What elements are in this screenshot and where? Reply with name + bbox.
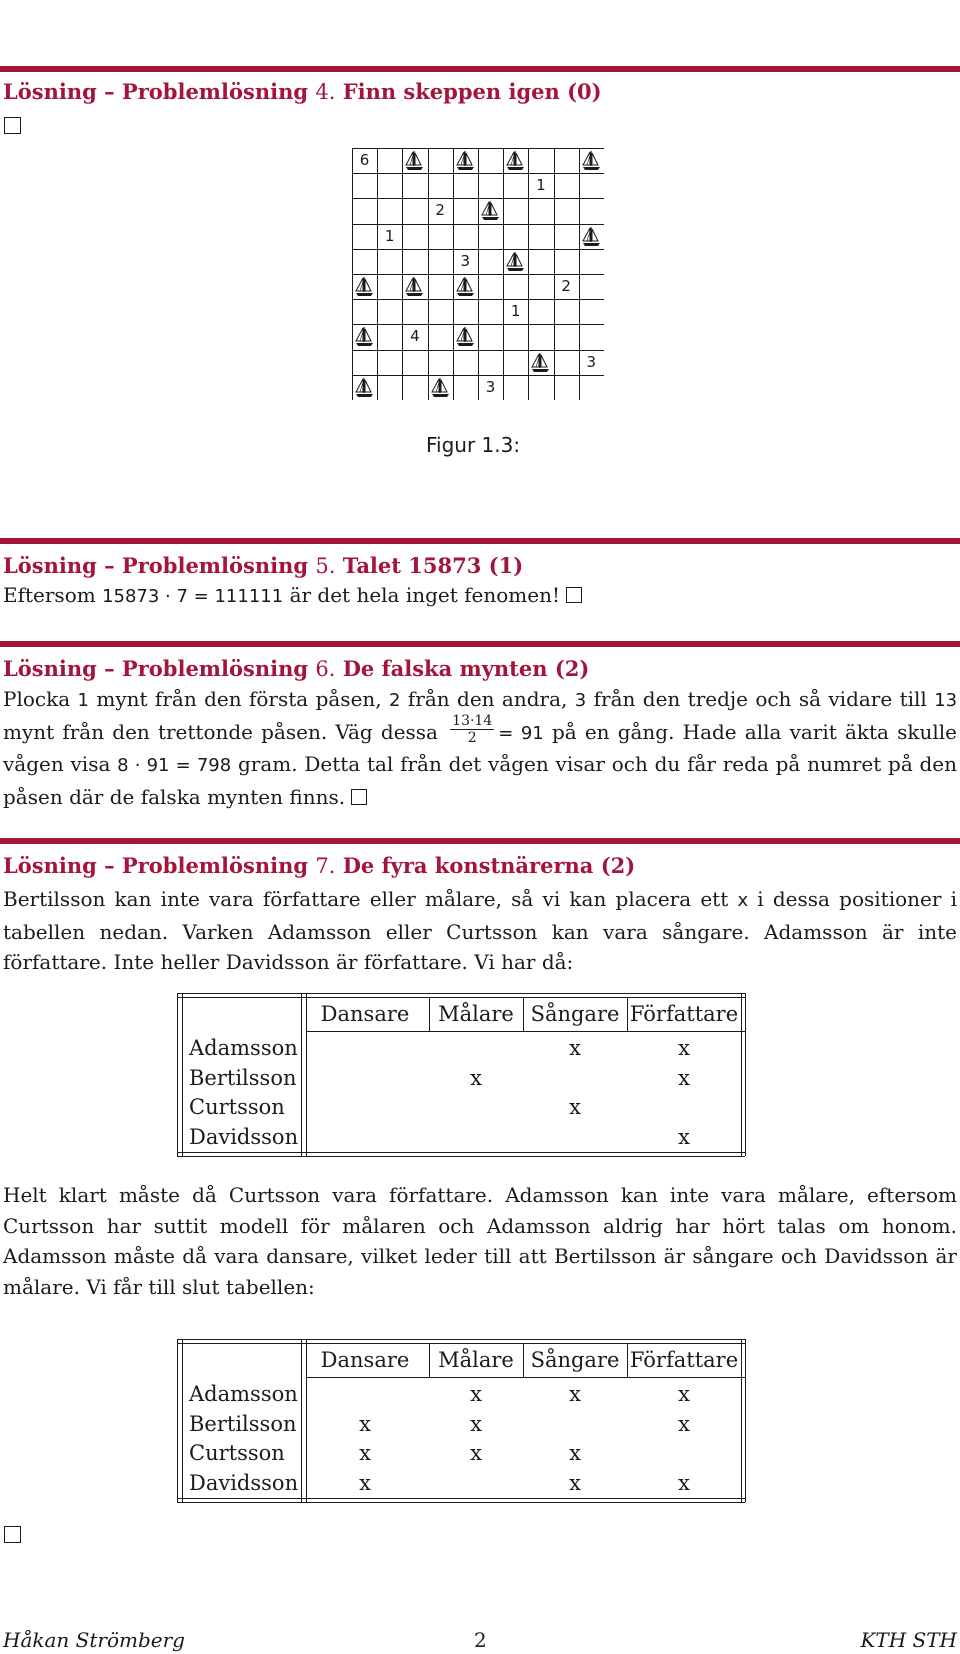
table-border xyxy=(177,1498,745,1499)
qed-box xyxy=(566,587,582,603)
math: = 91 xyxy=(498,722,544,744)
table-final xyxy=(177,1339,781,1502)
table-cell: x xyxy=(569,1382,581,1406)
sailboat-icon xyxy=(453,274,478,299)
table-cell: x xyxy=(569,1036,581,1060)
table-border xyxy=(306,1031,745,1032)
grid-number: 1 xyxy=(384,226,395,245)
table-row-label: Adamsson xyxy=(189,1382,298,1406)
table-cell: x xyxy=(470,1441,482,1465)
table-column-header: Författare xyxy=(629,1002,739,1026)
table-border xyxy=(177,993,178,1156)
heading-title: De falska mynten (2) xyxy=(342,656,590,681)
table-border xyxy=(177,1339,745,1340)
heading-number: 4. xyxy=(315,80,336,104)
table-cell: x xyxy=(470,1065,482,1090)
table-border xyxy=(301,993,302,1156)
heading-number: 7. xyxy=(315,854,336,878)
table-column-header: Dansare xyxy=(320,1348,410,1372)
table-border xyxy=(301,1339,302,1502)
section-6-text xyxy=(3,684,957,812)
table-cell: x xyxy=(678,1124,690,1149)
table-border xyxy=(177,997,745,998)
table-border xyxy=(182,1339,183,1502)
table-border xyxy=(177,993,745,994)
table-cell: x xyxy=(678,1036,690,1060)
sailboat-icon xyxy=(478,198,503,223)
table-cell: x xyxy=(359,1411,371,1436)
heading-title: De fyra konstnärerna (2) xyxy=(342,853,636,878)
text: från den tredje och så vidare till xyxy=(593,687,927,711)
table-border xyxy=(177,1152,745,1153)
table-border xyxy=(745,1339,746,1502)
table-row-label: Curtsson xyxy=(189,1441,285,1465)
section-heading-6 xyxy=(3,656,589,681)
table-row-label: Adamsson xyxy=(189,1036,298,1060)
grid-number: 3 xyxy=(460,251,471,270)
sailboat-icon xyxy=(352,324,377,349)
table-cell: x xyxy=(359,1470,371,1495)
sailboat-icon xyxy=(352,274,377,299)
sailboat-icon xyxy=(402,148,427,173)
sailboat-icon xyxy=(453,148,478,173)
section-heading-5 xyxy=(3,553,523,578)
fraction-denominator: 2 xyxy=(467,729,477,746)
table-border xyxy=(177,1156,745,1157)
section-heading-4 xyxy=(3,79,602,104)
qed-box xyxy=(4,117,21,134)
fraction-numerator: 13·14 xyxy=(452,712,493,729)
text: Eftersom xyxy=(3,583,96,607)
sailboat-icon xyxy=(503,249,528,274)
sailboat-icon xyxy=(428,375,453,400)
heading-label: Lösning – Problemlösning xyxy=(3,656,309,681)
section-rule xyxy=(0,538,960,544)
math: 1 xyxy=(77,690,89,711)
table-border xyxy=(177,1339,178,1502)
qed-box xyxy=(351,789,367,805)
grid-number: 3 xyxy=(586,352,597,371)
table-cell: x xyxy=(569,1095,581,1119)
table-cell: x xyxy=(569,1441,581,1465)
grid-number: 1 xyxy=(536,176,546,195)
table-row-label: Davidsson xyxy=(189,1470,299,1495)
math: 13 xyxy=(934,690,958,711)
table-border xyxy=(177,1502,745,1503)
table-column-header: Målare xyxy=(438,1348,514,1372)
heading-title: Talet 15873 (1) xyxy=(342,553,524,578)
table-column-header: Dansare xyxy=(320,1002,410,1026)
table-row-label: Bertilsson xyxy=(189,1411,297,1436)
text: mynt från den trettonde påsen. Väg dessa xyxy=(3,719,438,744)
heading-label: Lösning – Problemlösning xyxy=(3,79,309,104)
sailboat-icon xyxy=(402,274,427,299)
sailboat-icon xyxy=(453,324,478,349)
math: 8 · 91 = 798 xyxy=(117,755,232,776)
math: 2 xyxy=(389,690,401,711)
table-border xyxy=(177,1343,745,1344)
figure-caption: Figur 1.3: xyxy=(426,433,521,457)
heading-number: 5. xyxy=(315,554,336,578)
table-border xyxy=(306,1377,745,1378)
sailboat-icon xyxy=(352,375,377,400)
section-heading-7 xyxy=(3,853,635,878)
table-cell: x xyxy=(678,1411,690,1436)
grid-number: 4 xyxy=(410,327,420,346)
table-border xyxy=(182,993,183,1156)
table-column-header: Sångare xyxy=(530,1002,620,1026)
table-column-header: Sångare xyxy=(530,1348,620,1372)
text: Plocka xyxy=(3,687,71,711)
heading-label: Lösning – Problemlösning xyxy=(3,553,309,578)
table-row-label: Davidsson xyxy=(189,1124,299,1149)
section-7-intro xyxy=(3,884,957,978)
section-7-middle: Helt klart måste då Curtsson vara författare. Adamsson kan inte vara målare, eftersom Curtsson har suttit modell för målaren och Adamsson aldrig har hört talas om honom. Adamsson måste då vara dansare, vilket leder till att Bertilsson är sångare och Davidsson är målare. Vi får till slut tabellen: xyxy=(3,1183,957,1299)
section-rule xyxy=(0,641,960,647)
table-cell: x xyxy=(470,1382,482,1406)
section-rule xyxy=(0,838,960,844)
text: Bertilsson kan inte vara författare eller målare, så vi kan placera ett xyxy=(3,887,729,911)
heading-title: Finn skeppen igen (0) xyxy=(342,79,602,104)
table-cell: x xyxy=(359,1441,371,1465)
table-cell: x xyxy=(470,1411,482,1436)
sailboat-icon xyxy=(503,148,528,173)
section-rule xyxy=(0,66,960,72)
table-row-label: Curtsson xyxy=(189,1095,285,1119)
table-initial xyxy=(177,993,781,1156)
table-column-header: Författare xyxy=(629,1348,739,1372)
table-cell: x xyxy=(678,1470,690,1495)
grid-number: 2 xyxy=(435,201,445,220)
footer-org: KTH STH xyxy=(860,1628,957,1652)
table-cell: x xyxy=(678,1065,690,1090)
footer-page-number: 2 xyxy=(474,1628,487,1652)
section-5-text xyxy=(3,580,957,613)
sailboat-icon xyxy=(579,224,604,249)
grid-number: 2 xyxy=(561,277,571,295)
heading-number: 6. xyxy=(315,657,336,681)
table-cell: x xyxy=(569,1470,581,1495)
sailboat-icon xyxy=(579,148,604,173)
table-column-header: Målare xyxy=(438,1002,514,1026)
fraction xyxy=(450,714,494,745)
math: 3 xyxy=(574,690,587,711)
text: är det hela inget fenomen! xyxy=(289,583,561,607)
footer-author: Håkan Strömberg xyxy=(3,1628,185,1652)
grid-number: 3 xyxy=(485,377,496,396)
table-border xyxy=(745,993,746,1156)
text: från den andra, xyxy=(407,687,568,711)
text: i dessa positioner i tabellen nedan. Varken Adamsson eller Curtsson kan vara sångare. Adamsson är inte författare. Inte heller Davidsson är författare. Vi har då: xyxy=(3,887,957,974)
table-cell: x xyxy=(678,1382,690,1406)
grid-number: 6 xyxy=(359,151,370,169)
math: x xyxy=(737,890,749,911)
text: gram. Detta tal från det vågen visar och du får reda på numret på den påsen där de falska mynten finns. xyxy=(3,752,958,809)
ship-grid xyxy=(352,148,604,400)
grid-number: 1 xyxy=(510,302,521,321)
heading-label: Lösning – Problemlösning xyxy=(3,853,309,878)
qed-box xyxy=(4,1526,21,1543)
text: mynt från den första påsen, xyxy=(96,687,382,711)
math: 15873 · 7 = 111111 xyxy=(102,586,284,607)
table-row-label: Bertilsson xyxy=(189,1065,297,1090)
text: på en gång. Hade alla varit äkta skulle vågen visa xyxy=(3,719,958,776)
sailboat-icon xyxy=(528,350,553,375)
